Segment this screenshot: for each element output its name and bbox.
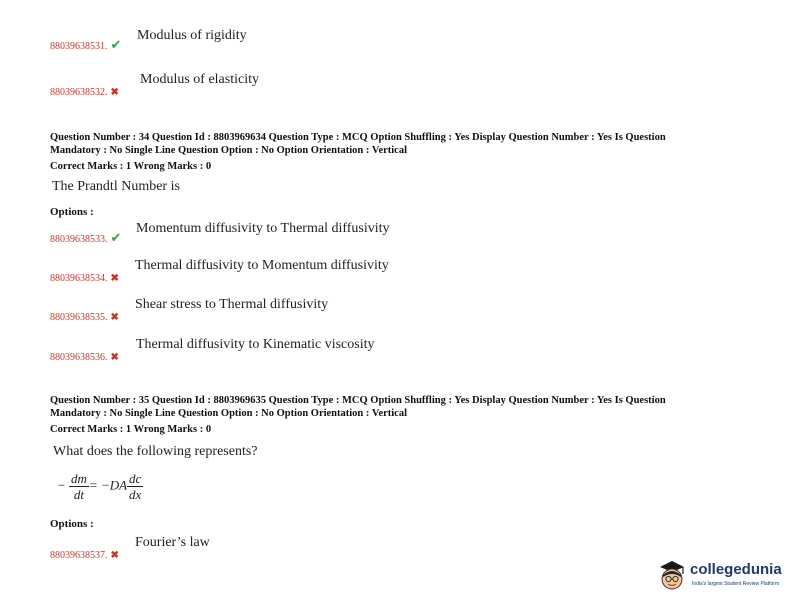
- option-text: Momentum diffusivity to Thermal diffusivity: [136, 221, 390, 236]
- formula-numerator: dc: [129, 471, 142, 486]
- option-row: [50, 545, 119, 563]
- options-label: Options :: [50, 518, 94, 530]
- formula-fraction: [69, 471, 89, 502]
- formula-denominator: dx: [129, 487, 142, 502]
- cross-icon: ✖: [110, 87, 119, 98]
- formula-minus: −: [57, 477, 66, 493]
- option-row: [50, 307, 119, 325]
- question-text: The Prandtl Number is: [52, 179, 180, 194]
- option-row: [50, 82, 119, 100]
- question-meta: [50, 132, 750, 157]
- option-id: 88039638533.: [50, 234, 108, 245]
- formula-fraction: [127, 471, 143, 502]
- option-text: Thermal diffusivity to Kinematic viscosity: [136, 337, 375, 352]
- logo-tagline: India's largest Student Review Platform: [692, 581, 780, 587]
- marks-info: Correct Marks : 1 Wrong Marks : 0: [50, 161, 212, 172]
- cross-icon: ✖: [110, 273, 119, 284]
- option-id: 88039638531.: [50, 41, 108, 52]
- question-meta-line: Question Number : 34 Question Id : 8803969634 Question Type : MCQ Option Shuffling : Yes Display Question Number : Yes Is Question: [50, 132, 666, 143]
- option-id: 88039638535.: [50, 312, 108, 323]
- option-id: 88039638534.: [50, 273, 108, 284]
- cross-icon: ✖: [110, 352, 119, 363]
- mascot-icon: [656, 558, 688, 594]
- option-row: [50, 268, 119, 286]
- option-row: [50, 229, 121, 247]
- option-row: [50, 36, 121, 54]
- option-text: Fourier’s law: [135, 535, 210, 550]
- check-icon: ✔: [110, 37, 122, 52]
- question-text: What does the following represents?: [53, 444, 258, 459]
- question-meta-line: Mandatory : No Single Line Question Option : No Option Orientation : Vertical: [50, 407, 408, 419]
- question-meta-line: Question Number : 35 Question Id : 8803969635 Question Type : MCQ Option Shuffling : Yes Display Question Number : Yes Is Question: [50, 395, 666, 406]
- cross-icon: ✖: [110, 312, 119, 323]
- option-id: 88039638537.: [50, 550, 108, 561]
- option-text: Modulus of elasticity: [140, 72, 259, 87]
- option-text: Shear stress to Thermal diffusivity: [135, 297, 329, 312]
- option-text: Thermal diffusivity to Momentum diffusivity: [135, 258, 389, 273]
- cross-icon: ✖: [110, 550, 119, 561]
- logo-name: collegedunia: [690, 561, 782, 578]
- options-label: Options :: [50, 206, 94, 218]
- option-row: [50, 347, 119, 365]
- question-meta: [50, 395, 750, 420]
- question-meta-line: Mandatory : No Single Line Question Option : No Option Orientation : Vertical: [50, 144, 408, 156]
- option-text: Modulus of rigidity: [137, 28, 247, 43]
- marks-info: Correct Marks : 1 Wrong Marks : 0: [50, 424, 212, 435]
- option-id: 88039638532.: [50, 87, 108, 98]
- formula-denominator: dt: [73, 487, 85, 502]
- formula-numerator: dm: [71, 471, 87, 486]
- option-id: 88039638536.: [50, 352, 108, 363]
- formula-equals: = −DA: [88, 477, 128, 493]
- formula: [57, 471, 143, 502]
- collegedunia-logo: [656, 556, 786, 600]
- check-icon: ✔: [110, 230, 122, 245]
